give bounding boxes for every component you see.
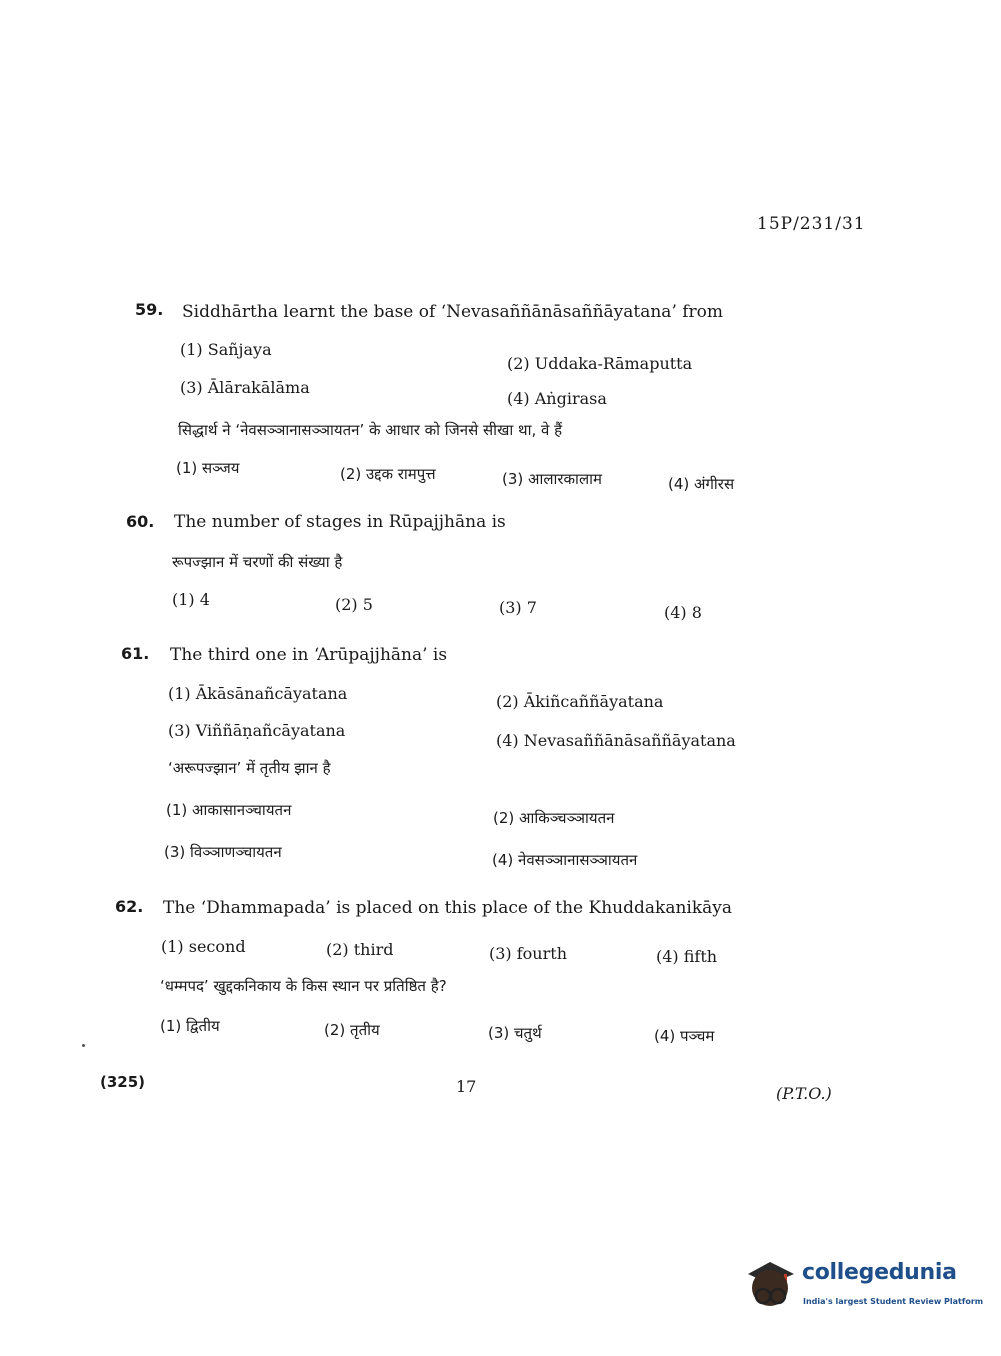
option-hindi: (3) विञ्ञाणञ्चायतन <box>164 843 282 861</box>
question-number: 62. <box>115 897 144 916</box>
question-text-hindi: सिद्धार्थ ने ‘नेवसञ्ञानासञ्ञायतन’ के आधार को जिनसे सीखा था, वे हैं <box>178 421 563 439</box>
footer-code: (325) <box>100 1073 146 1091</box>
option: (2) 5 <box>335 595 373 614</box>
question-text: The ‘Dhammapada’ is placed on this place of the Khuddakanikāya <box>163 898 733 918</box>
option-hindi: (3) चतुर्थ <box>488 1024 542 1042</box>
option-hindi: (3) आलारकालाम <box>502 470 602 488</box>
question-text-hindi: रूपज्झान में चरणों की संख्या है <box>172 553 343 571</box>
option-hindi: (2) आकिञ्चञ्ञायतन <box>493 809 615 827</box>
question-number: 61. <box>121 644 150 663</box>
option: (1) second <box>161 937 246 956</box>
question-text: The third one in ‘Arūpajjhāna’ is <box>170 645 448 665</box>
option-hindi: (1) द्वितीय <box>160 1017 220 1035</box>
paper-code: 15P/231/31 <box>757 214 866 234</box>
option: (2) third <box>326 940 394 959</box>
option: (2) Ākiñcaññāyatana <box>496 692 664 711</box>
brand-tagline: India's largest Student Review Platform <box>803 1297 984 1306</box>
option: (4) fifth <box>656 947 718 966</box>
option-hindi: (4) अंगीरस <box>668 475 735 493</box>
scan-speck <box>82 1044 85 1047</box>
pto-label: (P.T.O.) <box>776 1084 832 1103</box>
option: (1) Sañjaya <box>180 340 272 359</box>
option-hindi: (1) आकासानञ्चायतन <box>166 801 292 819</box>
option: (3) 7 <box>499 598 537 617</box>
page-number: 17 <box>456 1077 477 1096</box>
question-number: 59. <box>135 300 164 319</box>
question-text: The number of stages in Rūpajjhāna is <box>174 512 506 532</box>
option-hindi: (2) तृतीय <box>324 1021 380 1039</box>
question-text-hindi: ‘धम्मपद’ खुद्दकनिकाय के किस स्थान पर प्रतिष्ठित है? <box>160 977 447 995</box>
option: (3) Ālārakālāma <box>180 378 310 397</box>
option: (3) Viññāṇañcāyatana <box>168 721 346 740</box>
option: (1) 4 <box>172 590 210 609</box>
brand-name: collegedunia <box>802 1260 957 1285</box>
option: (2) Uddaka-Rāmaputta <box>507 354 693 373</box>
option: (4) Aṅgirasa <box>507 389 607 408</box>
option-hindi: (1) सञ्जय <box>176 459 240 477</box>
option: (1) Ākāsānañcāyatana <box>168 684 348 703</box>
option-hindi: (4) नेवसञ्ञानासञ्ञायतन <box>492 851 638 869</box>
question-text-hindi: ‘अरूपज्झान’ में तृतीय झान है <box>168 759 331 777</box>
question-number: 60. <box>126 512 155 531</box>
option: (4) Nevasaññānāsaññāyatana <box>496 731 736 750</box>
question-text: Siddhārtha learnt the base of ‘Nevasaññānāsaññāyatana’ from <box>182 302 724 322</box>
option-hindi: (4) पञ्चम <box>654 1027 715 1045</box>
option: (4) 8 <box>664 603 702 622</box>
option-hindi: (2) उद्दक रामपुत्त <box>340 465 436 483</box>
option: (3) fourth <box>489 944 567 963</box>
